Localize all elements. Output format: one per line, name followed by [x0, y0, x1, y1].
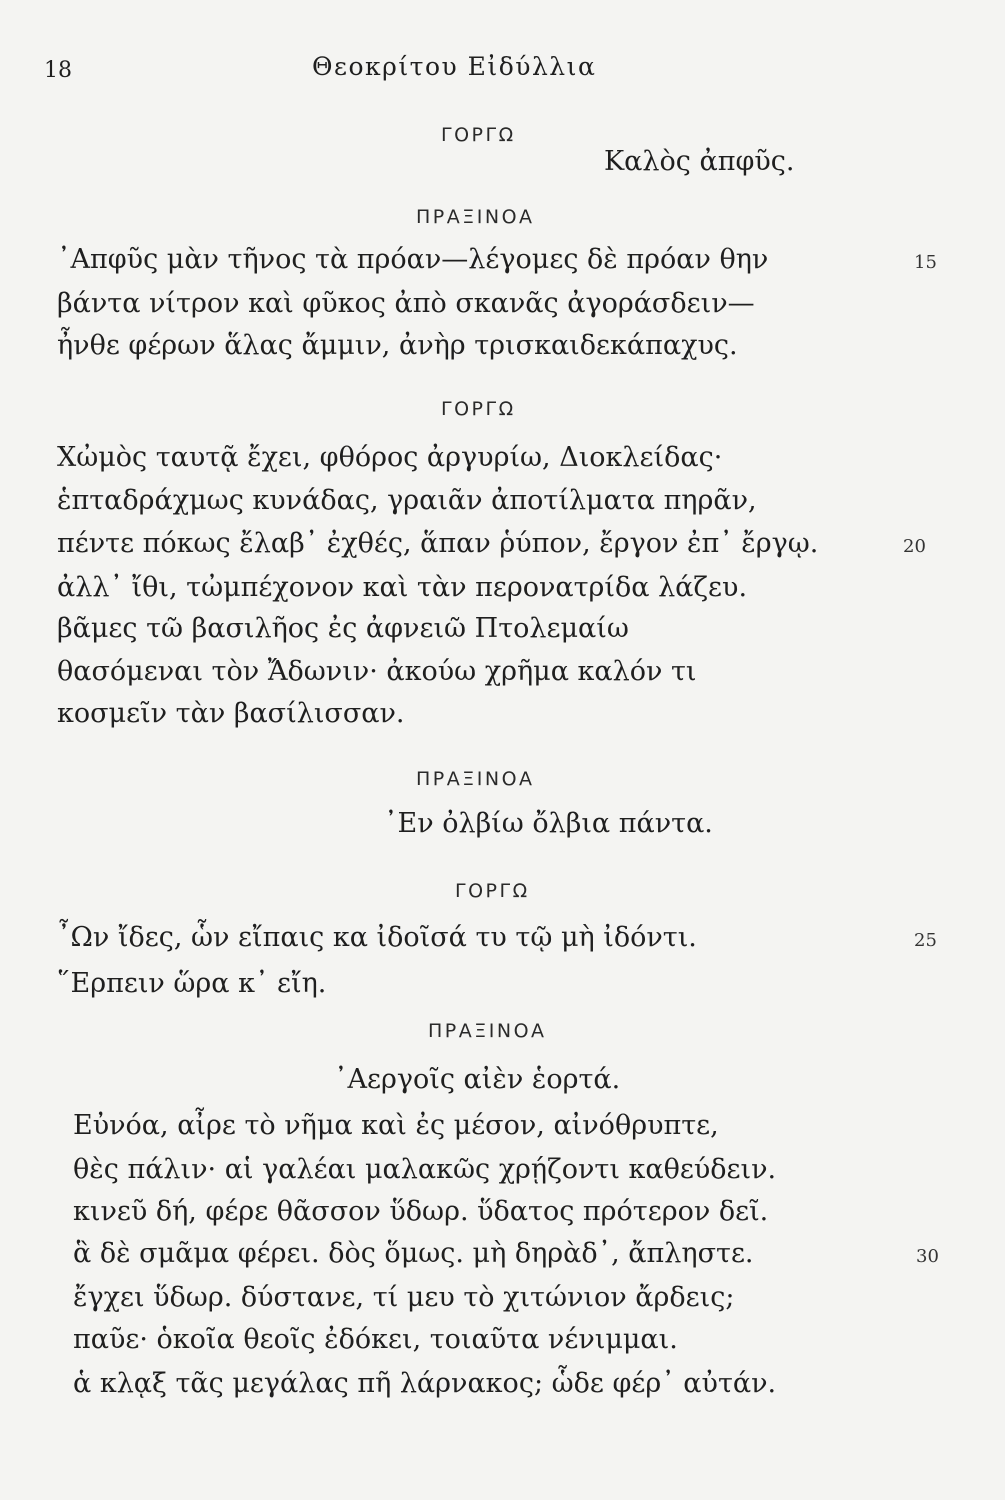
verse-line: Εὐνόα, αἶρε τὸ νῆμα καὶ ἐς μέσον, αἰνόθρυπτε, — [73, 1110, 719, 1141]
verse-line: ᾿Αεργοῖς αἰὲν ἑορτά. — [334, 1064, 621, 1095]
verse-line: ἃ δὲ σμᾶμα φέρει. δὸς ὅμως. μὴ δηρὰδ᾿, ἄπληστε. — [73, 1238, 754, 1269]
verse-line: παῦε· ὁκοῖα θεοῖς ἐδόκει, τοιαῦτα νένιμμαι. — [73, 1324, 678, 1355]
line-number: 25 — [914, 930, 937, 951]
speaker-label: ΓΟΡΓΩ — [441, 124, 516, 146]
speaker-label: ΠΡΑΞΙΝΟΑ — [416, 206, 535, 228]
verse-line: ῞Ερπειν ὥρα κ᾿ εἴη. — [57, 968, 327, 999]
line-number: 20 — [903, 536, 926, 557]
speaker-label: ΠΡΑΞΙΝΟΑ — [428, 1020, 547, 1042]
page-number: 18 — [44, 58, 72, 83]
verse-line: ῏Ων ἴδες, ὧν εἴπαις κα ἰδοῖσά τυ τῷ μὴ ἰδόντι. — [57, 922, 697, 953]
verse-line: ἔγχει ὕδωρ. δύστανε, τί μευ τὸ χιτώνιον ἄρδεις; — [73, 1282, 735, 1313]
verse-line: κοσμεῖν τὰν βασίλισσαν. — [57, 698, 405, 729]
line-number: 30 — [916, 1246, 939, 1267]
speaker-label: ΓΟΡΓΩ — [455, 880, 530, 902]
verse-line: βᾶμες τῶ βασιλῆος ἐς ἀφνειῶ Πτολεμαίω — [57, 613, 629, 644]
line-number: 15 — [914, 252, 937, 273]
verse-line: πέντε πόκως ἔλαβ᾿ ἐχθές, ἅπαν ῥύπον, ἔργον ἐπ᾿ ἔργῳ. — [57, 528, 819, 559]
verse-line: ᾿Απφῦς μὰν τῆνος τὰ πρόαν—λέγομες δὲ πρόαν θην — [57, 244, 769, 275]
speaker-label: ΓΟΡΓΩ — [441, 398, 516, 420]
verse-line: ἦνθε φέρων ἅλας ἄμμιν, ἀνὴρ τρισκαιδεκάπαχυς. — [57, 330, 738, 361]
verse-line: ᾿Εν ὀλβίω ὄλβια πάντα. — [384, 808, 713, 839]
verse-line: κινεῦ δή, φέρε θᾶσσον ὕδωρ. ὕδατος πρότερον δεῖ. — [73, 1196, 769, 1227]
running-title: Θεοκρίτου Εἰδύλλια — [312, 52, 597, 81]
verse-line: ἁ κλᾳξ τᾶς μεγάλας πῆ λάρνακος; ὧδε φέρ᾿ αὐτάν. — [73, 1368, 777, 1399]
verse-line: ἑπταδράχμως κυνάδας, γραιᾶν ἀποτίλματα πηρᾶν, — [57, 485, 757, 516]
verse-line: θασόμεναι τὸν Ἄδωνιν· ἀκούω χρῆμα καλόν τι — [57, 656, 697, 687]
verse-line: Καλὸς ἀπφῦς. — [604, 146, 795, 177]
verse-line: Χὠμὸς ταυτᾷ ἔχει, φθόρος ἀργυρίω, Διοκλείδας· — [57, 442, 723, 473]
verse-line: βάντα νίτρον καὶ φῦκος ἀπὸ σκανᾶς ἀγοράσδειν— — [57, 288, 755, 319]
verse-line: ἀλλ᾿ ἴθι, τὠμπέχονον καὶ τὰν περονατρίδα λάζευ. — [57, 572, 748, 603]
verse-line: θὲς πάλιν· αἱ γαλέαι μαλακῶς χρῄζοντι καθεύδειν. — [73, 1154, 777, 1185]
speaker-label: ΠΡΑΞΙΝΟΑ — [416, 768, 535, 790]
